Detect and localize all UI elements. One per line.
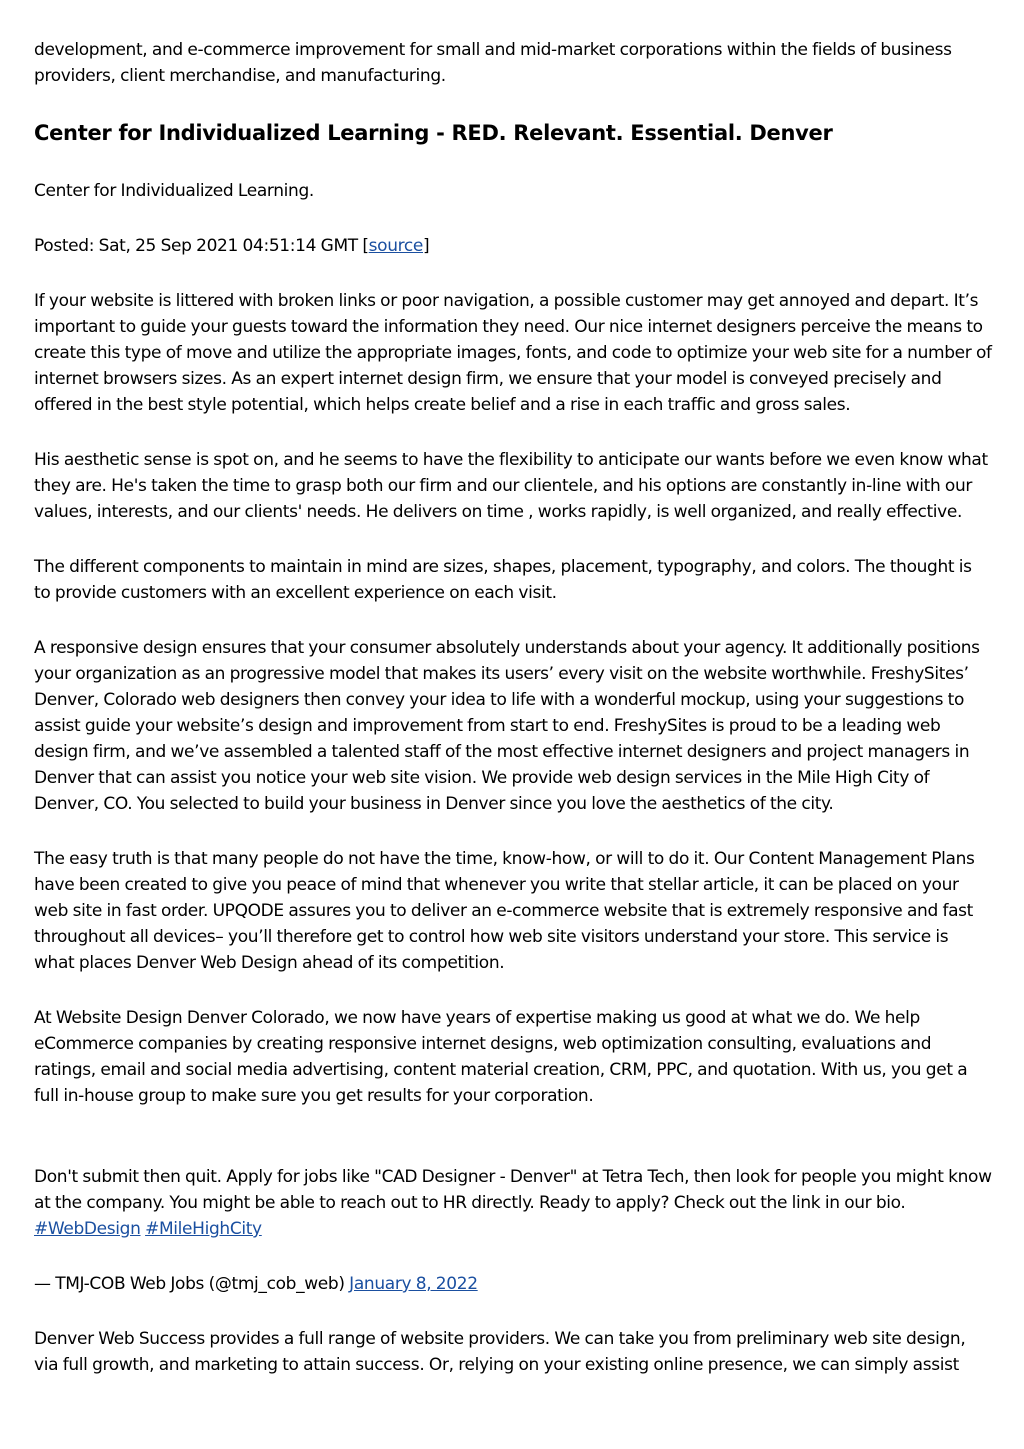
posted-suffix: ] [423, 236, 430, 256]
tweet-body: Don't submit then quit. Apply for jobs like "CAD Designer - Denver" at Tetra Tech, then look for people you might know at the company. You might be able to reach out to HR directly. Ready to apply? Check out the link in our bio. [34, 1167, 992, 1213]
body-paragraph: His aesthetic sense is spot on, and he seems to have the flexibility to anticipate our wants before we even know what they are. He's taken the time to grasp both our firm and our clientele, and his options are constantly in-line with our values, interests, and our clients' needs. He delivers on time , works rapidly, is well organized, and really effective. [34, 450, 988, 522]
closing-paragraph: Denver Web Success provides a full range of website providers. We can take you from preliminary web site design, via full growth, and marketing to attain success. Or, relying on your existing online presence, we can simply assist [34, 1329, 966, 1375]
body-paragraph: The easy truth is that many people do not have the time, know-how, or will to do it. Our Content Management Plans have been created to give you peace of mind that whenever you write that stellar article, it can be placed on your web site in fast order. UPQODE assures you to deliver an e-commerce website that is extremely responsive and fast throughout all devices– you’ll therefore get to control how web site visitors understand your store. This service is what places Denver Web Design ahead of its competition. [34, 849, 975, 973]
document-page [34, 37, 992, 1378]
tweet-author: — TMJ-COB Web Jobs (@tmj_cob_web) [34, 1274, 345, 1294]
tweet-attribution [34, 1271, 992, 1297]
body-paragraph: The different components to maintain in mind are sizes, shapes, placement, typography, and colors. The thought is to provide customers with an excellent experience on each visit. [34, 557, 972, 603]
hashtag-webdesign-link[interactable]: #WebDesign [34, 1219, 141, 1239]
tweet-text [34, 1164, 992, 1242]
body-paragraph: A responsive design ensures that your consumer absolutely understands about your agency. It additionally positions your organization as an progressive model that makes its users’ every visit on the website worthwhile. FreshySites’ Denver, Colorado web designers then convey your idea to life with a wonderful mockup, using your suggestions to assist guide your website’s design and improvement from start to end. FreshySites is proud to be a leading web design firm, and we’ve assembled a talented staff of the most effective internet designers and project managers in Denver that can assist you notice your web site vision. We provide web design services in the Mile High City of Denver, CO. You selected to build your business in Denver since you love the aesthetics of the city. [34, 638, 980, 814]
source-link[interactable]: source [368, 236, 424, 256]
posted-line [34, 233, 992, 259]
tweet-date-link[interactable]: January 8, 2022 [349, 1274, 478, 1294]
body-paragraph: If your website is littered with broken links or poor navigation, a possible customer may get annoyed and depart. It’s important to guide your guests toward the information they need. Our nice internet designers perceive the means to create this type of move and utilize the appropriate images, fonts, and code to optimize your web site for a number of internet browsers sizes. As an expert internet design firm, we ensure that your model is conveyed precisely and offered in the best style potential, which helps create belief and a rise in each traffic and gross sales. [34, 291, 992, 415]
posted-prefix: Posted: Sat, 25 Sep 2021 04:51:14 GMT [ [34, 236, 369, 256]
hashtag-milehighcity-link[interactable]: #MileHighCity [145, 1219, 262, 1239]
article-heading: Center for Individualized Learning - RED. Relevant. Essential. Denver [34, 121, 833, 145]
intro-paragraph: development, and e-commerce improvement for small and mid-market corporations within the fields of business providers, client merchandise, and manufacturing. [34, 40, 952, 86]
article-subtitle: Center for Individualized Learning. [34, 181, 314, 201]
body-paragraph: At Website Design Denver Colorado, we now have years of expertise making us good at what we do. We help eCommerce companies by creating responsive internet designs, web optimization consulting, evaluations and ratings, email and social media advertising, content material creation, CRM, PPC, and quotation. With us, you get a full in-house group to make sure you get results for your corporation. [34, 1008, 968, 1106]
